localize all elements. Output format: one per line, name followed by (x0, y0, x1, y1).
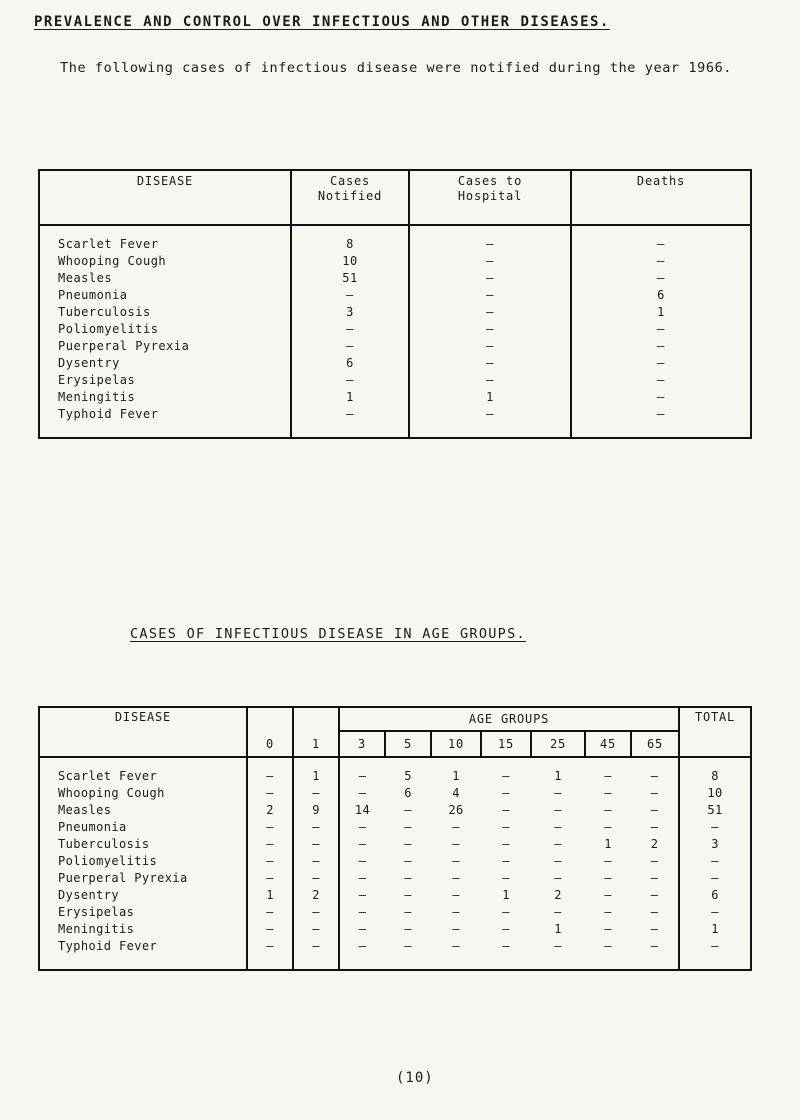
header-disease: DISEASE (39, 170, 291, 225)
cell-hospital: – (409, 253, 571, 270)
cell-deaths: – (571, 253, 751, 270)
cell-age-15: – (502, 939, 510, 953)
cell-age-10: – (452, 871, 460, 885)
table-row (39, 921, 751, 938)
cell-disease: Measles (39, 802, 247, 819)
notifications-header-row (39, 170, 751, 225)
cell-age-0: – (247, 819, 293, 836)
cell-age-0: – (247, 938, 293, 970)
cell-deaths: 6 (571, 287, 751, 304)
table-row (39, 904, 751, 921)
cell-total: 10 (707, 786, 723, 800)
cell-disease: Pneumonia (39, 819, 247, 836)
cell-age-65: – (631, 938, 679, 970)
cell-age-0: – (247, 904, 293, 921)
cell-notified: 1 (291, 389, 409, 406)
cell-deaths: – (571, 372, 751, 389)
page-number: (10) (396, 1070, 434, 1086)
table-row (39, 225, 751, 253)
table-row (39, 802, 751, 819)
cell-age-1: 9 (293, 802, 339, 819)
cell-age-15: – (502, 854, 510, 868)
cell-age-0: – (247, 921, 293, 938)
cell-age-5: 5 (385, 757, 431, 785)
cell-hospital: – (409, 321, 571, 338)
cell-disease: Dysentry (39, 355, 291, 372)
table-row (39, 853, 751, 870)
cell-disease: Whooping Cough (39, 785, 247, 802)
cell-age-45: – (604, 803, 612, 817)
cell-age-1: – (293, 870, 339, 887)
cell-hospital: – (409, 355, 571, 372)
cell-age-65: 2 (631, 836, 679, 853)
age-header-5: 5 (385, 731, 431, 757)
cell-age-15: – (502, 837, 510, 851)
cell-age-10: – (452, 905, 460, 919)
cell-age-65: – (631, 870, 679, 887)
cell-disease: Pneumonia (39, 287, 291, 304)
cell-age-3: – (358, 939, 367, 953)
table-row (39, 321, 751, 338)
cell-age-0: – (247, 853, 293, 870)
cell-notified: 6 (291, 355, 409, 372)
intro-paragraph: The following cases of infectious disease were notified during the year 1966. (60, 60, 733, 76)
cell-age-10: 1 (431, 757, 481, 785)
cell-age-5: – (404, 871, 412, 885)
cell-age-1: – (293, 921, 339, 938)
cell-hospital: – (409, 372, 571, 389)
cell-age-65: – (631, 785, 679, 802)
age-header-65: 65 (631, 731, 679, 757)
table-row (39, 355, 751, 372)
cell-total: – (711, 939, 719, 953)
cell-age-10: 4 (452, 786, 460, 800)
cell-age-5: – (404, 939, 412, 953)
header-deaths: Deaths (571, 170, 751, 225)
cell-notified: 8 (291, 225, 409, 253)
cell-hospital: – (409, 304, 571, 321)
cell-age-3: – (358, 905, 367, 919)
cell-age-15: – (481, 757, 531, 785)
cell-notified: – (291, 372, 409, 389)
table-row (39, 406, 751, 438)
table-row (39, 270, 751, 287)
cell-notified: – (291, 287, 409, 304)
cell-deaths: – (571, 338, 751, 355)
cell-age-25: – (554, 786, 562, 800)
cell-disease: Puerperal Pyrexia (39, 870, 247, 887)
cell-total: 1 (711, 922, 719, 936)
cell-disease: Poliomyelitis (39, 321, 291, 338)
table-row (39, 785, 751, 802)
cell-hospital: 1 (409, 389, 571, 406)
cell-age-10: – (452, 820, 460, 834)
cell-age-25: – (554, 854, 562, 868)
table-row (39, 887, 751, 904)
cell-age-45: 1 (604, 837, 612, 851)
cell-notified: 51 (291, 270, 409, 287)
cell-disease: Whooping Cough (39, 253, 291, 270)
table-row (39, 372, 751, 389)
cell-deaths: – (571, 389, 751, 406)
cell-age-25: 1 (554, 922, 562, 936)
age-header-total: TOTAL (679, 707, 751, 757)
page-title: PREVALENCE AND CONTROL OVER INFECTIOUS AND OTHER DISEASES. (34, 14, 610, 30)
cell-age-5: – (404, 837, 412, 851)
cell-total: – (711, 820, 719, 834)
cell-age-5: – (404, 820, 412, 834)
cell-age-45: – (604, 786, 612, 800)
cell-disease: Typhoid Fever (39, 406, 291, 438)
cell-age-3: – (358, 786, 367, 800)
cell-age-10: – (452, 939, 460, 953)
cell-deaths: – (571, 406, 751, 438)
table-row (39, 870, 751, 887)
cell-age-15: – (502, 803, 510, 817)
cell-age-1: – (293, 819, 339, 836)
age-header-25: 25 (531, 731, 585, 757)
cell-age-45: – (604, 871, 612, 885)
header-cases-to-hospital: Cases to Hospital (409, 170, 571, 225)
cell-age-5: – (404, 905, 412, 919)
cell-age-1: 2 (293, 887, 339, 904)
cell-hospital: – (409, 338, 571, 355)
cell-age-5: – (404, 854, 412, 868)
notifications-table (38, 169, 752, 439)
cell-age-10: 26 (448, 803, 464, 817)
age-header-1: 1 (293, 731, 339, 757)
cell-age-45: – (604, 854, 612, 868)
cell-notified: – (291, 406, 409, 438)
cell-age-25: 2 (554, 888, 562, 902)
cell-age-10: – (452, 888, 460, 902)
cell-total: 51 (707, 803, 723, 817)
cell-age-25: – (554, 803, 562, 817)
cell-disease: Scarlet Fever (39, 225, 291, 253)
cell-disease: Measles (39, 270, 291, 287)
cell-disease: Meningitis (39, 389, 291, 406)
cell-age-1: – (293, 785, 339, 802)
cell-age-3: – (339, 757, 385, 785)
cell-total: – (711, 871, 719, 885)
cell-disease: Poliomyelitis (39, 853, 247, 870)
table-row (39, 938, 751, 970)
cell-age-65: – (631, 853, 679, 870)
cell-age-45: – (604, 905, 612, 919)
cell-age-45: – (604, 820, 612, 834)
table-row (39, 836, 751, 853)
age-header-0: 0 (247, 731, 293, 757)
table-row (39, 757, 751, 785)
cell-deaths: – (571, 225, 751, 253)
cell-age-15: – (502, 786, 510, 800)
cell-disease: Typhoid Fever (39, 938, 247, 970)
cell-age-65: – (631, 904, 679, 921)
cell-age-25: – (554, 871, 562, 885)
age-groups-table (38, 706, 752, 971)
cell-age-65: – (631, 757, 679, 785)
cell-deaths: – (571, 355, 751, 372)
cell-age-15: – (502, 905, 510, 919)
cell-age-25: – (554, 939, 562, 953)
age-header-disease: DISEASE (39, 707, 247, 757)
cell-hospital: – (409, 406, 571, 438)
cell-age-0: – (247, 785, 293, 802)
cell-total: – (711, 905, 719, 919)
cell-age-15: – (502, 922, 510, 936)
age-groups-title: CASES OF INFECTIOUS DISEASE IN AGE GROUPS. (130, 626, 526, 642)
cell-deaths: – (571, 321, 751, 338)
cell-age-25: 1 (531, 757, 585, 785)
cell-age-5: – (404, 803, 412, 817)
cell-age-65: – (631, 819, 679, 836)
cell-hospital: – (409, 287, 571, 304)
cell-age-3: – (358, 871, 367, 885)
cell-age-3: – (358, 820, 367, 834)
table-row (39, 253, 751, 270)
cell-disease: Erysipelas (39, 904, 247, 921)
cell-age-15: – (502, 871, 510, 885)
cell-age-0: – (247, 836, 293, 853)
cell-age-25: – (554, 837, 562, 851)
cell-age-65: – (631, 921, 679, 938)
cell-age-0: 2 (247, 802, 293, 819)
cell-age-5: 6 (404, 786, 412, 800)
age-header-10: 10 (431, 731, 481, 757)
notifications-table-body (39, 225, 751, 438)
cell-deaths: 1 (571, 304, 751, 321)
age-groups-table-body (39, 757, 751, 970)
cell-disease: Tuberculosis (39, 304, 291, 321)
header-cases-notified: Cases Notified (291, 170, 409, 225)
cell-disease: Dysentry (39, 887, 247, 904)
cell-age-3: – (358, 837, 367, 851)
cell-disease: Scarlet Fever (39, 757, 247, 785)
cell-disease: Puerperal Pyrexia (39, 338, 291, 355)
cell-age-25: – (554, 820, 562, 834)
age-header-45: 45 (585, 731, 631, 757)
cell-age-65: – (631, 887, 679, 904)
cell-age-45: – (604, 888, 612, 902)
cell-age-5: – (404, 888, 412, 902)
cell-notified: 3 (291, 304, 409, 321)
cell-age-1: – (293, 836, 339, 853)
cell-age-10: – (452, 854, 460, 868)
cell-age-25: – (554, 905, 562, 919)
cell-total: 3 (711, 837, 719, 851)
cell-age-10: – (452, 922, 460, 936)
cell-total: – (711, 854, 719, 868)
cell-disease: Meningitis (39, 921, 247, 938)
table-row (39, 304, 751, 321)
cell-age-3: 14 (354, 803, 371, 817)
cell-age-10: – (452, 837, 460, 851)
cell-age-3: – (358, 922, 367, 936)
cell-notified: – (291, 321, 409, 338)
table-row (39, 389, 751, 406)
cell-total: 6 (711, 888, 719, 902)
cell-age-65: – (631, 802, 679, 819)
cell-age-45: – (585, 757, 631, 785)
cell-age-15: – (502, 820, 510, 834)
cell-age-45: – (604, 939, 612, 953)
cell-notified: 10 (291, 253, 409, 270)
cell-disease: Tuberculosis (39, 836, 247, 853)
cell-age-0: – (247, 870, 293, 887)
cell-disease: Erysipelas (39, 372, 291, 389)
cell-age-3: – (358, 854, 367, 868)
table-row (39, 338, 751, 355)
cell-deaths: – (571, 270, 751, 287)
cell-hospital: – (409, 270, 571, 287)
cell-age-5: – (404, 922, 412, 936)
age-header-groups: AGE GROUPS (339, 707, 679, 731)
age-header-3: 3 (339, 731, 385, 757)
age-header-row-1 (39, 707, 751, 731)
cell-notified: – (291, 338, 409, 355)
cell-age-0: 1 (247, 887, 293, 904)
table-row (39, 819, 751, 836)
cell-age-3: – (358, 888, 367, 902)
cell-age-0: – (247, 757, 293, 785)
age-header-15: 15 (481, 731, 531, 757)
cell-age-15: 1 (502, 888, 510, 902)
cell-age-1: 1 (293, 757, 339, 785)
cell-hospital: – (409, 225, 571, 253)
cell-age-1: – (293, 904, 339, 921)
cell-age-45: – (604, 922, 612, 936)
cell-total: 8 (679, 757, 751, 785)
table-row (39, 287, 751, 304)
cell-age-1: – (293, 938, 339, 970)
cell-age-1: – (293, 853, 339, 870)
